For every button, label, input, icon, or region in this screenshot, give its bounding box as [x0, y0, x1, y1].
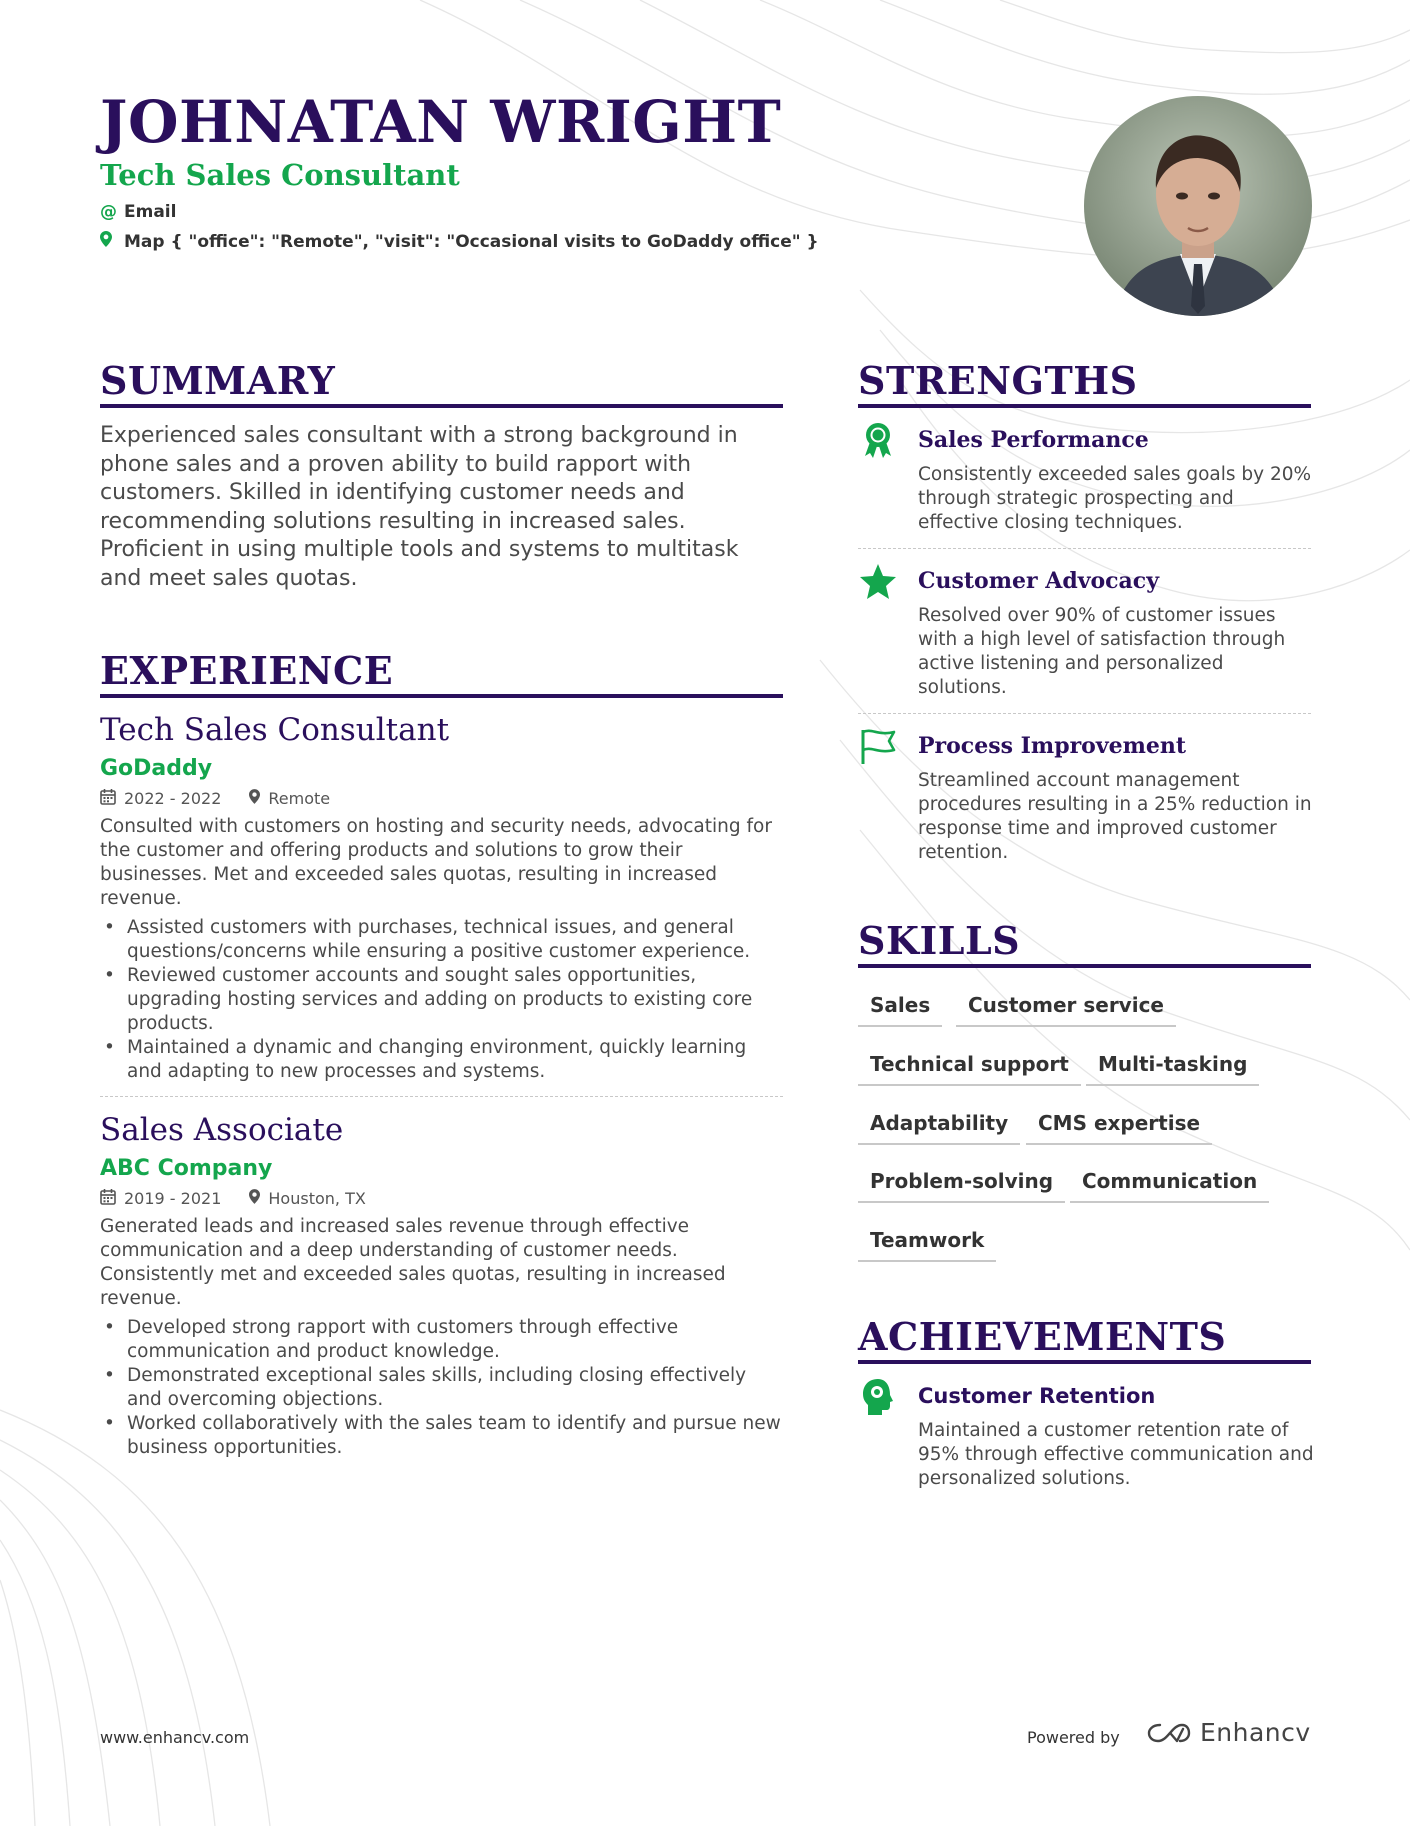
map-pin-icon	[249, 789, 260, 808]
job-title: Sales Associate	[100, 1112, 344, 1148]
skill-tag: CMS expertise	[1026, 1111, 1212, 1145]
job-company[interactable]: ABC Company	[100, 1156, 273, 1181]
strength-separator	[858, 548, 1311, 549]
contact-email[interactable]	[100, 202, 176, 222]
job-description: Consulted with customers on hosting and security needs, advocating for the customer and offering products and solutions to grow their businesses. Met and exceeded sales quotas, resulting in increased revenue.	[100, 816, 772, 909]
list-item: • Demonstrated exceptional sales skills, including closing effectively and overcoming objections.	[100, 1364, 785, 1412]
list-item: • Maintained a dynamic and changing environment, quickly learning and adapting to new processes and systems.	[100, 1036, 785, 1084]
strength-title: Process Improvement	[918, 733, 1187, 759]
job-dates: 2019 - 2021	[124, 1189, 222, 1208]
job-location: Remote	[268, 789, 331, 808]
strength-separator	[858, 713, 1311, 714]
achievement-title: Customer Retention	[918, 1384, 1156, 1408]
footer-website-link[interactable]: www.enhancv.com	[100, 1728, 250, 1747]
footer-powered-by: Powered by	[1027, 1728, 1120, 1747]
skills-divider	[858, 964, 1311, 968]
summary-text: Experienced sales consultant with a strong background in phone sales and a proven ability to build rapport with customers. Skilled in identifying customer needs and recommending solutions resulting in increased sales. Proficient in using multiple tools and systems to multitask and meet sales quotas.	[100, 423, 739, 591]
skill-tag: Customer service	[956, 993, 1176, 1027]
skill-tag: Sales	[858, 993, 942, 1027]
map-pin-icon	[100, 231, 124, 252]
summary-section-title: SUMMARY	[100, 358, 336, 403]
contact-location-label: Map { "office": "Remote", "visit": "Occasional visits to GoDaddy office" }	[124, 231, 819, 252]
strength-description: Consistently exceeded sales goals by 20% through strategic prospecting and effective closing techniques.	[918, 464, 1312, 533]
contact-email-label: Email	[124, 202, 177, 222]
flag-icon	[858, 726, 898, 766]
skill-tag: Multi-tasking	[1086, 1052, 1259, 1086]
list-item: • Worked collaboratively with the sales team to identify and pursue new business opportunities.	[100, 1412, 785, 1460]
achievements-section-title: ACHIEVEMENTS	[858, 1314, 1227, 1359]
job-title: Tech Sales Consultant	[100, 712, 450, 748]
job-location: Houston, TX	[268, 1189, 366, 1208]
achievement-description: Maintained a customer retention rate of 95% through effective communication and personalized solutions.	[918, 1420, 1314, 1489]
strengths-section-title: STRENGTHS	[858, 358, 1138, 403]
enhancv-logo-text: Enhancv	[1200, 1718, 1311, 1747]
star-icon	[858, 562, 898, 602]
job-company[interactable]: GoDaddy	[100, 756, 213, 781]
enhancv-logo-icon	[1146, 1721, 1192, 1745]
skill-tag: Communication	[1070, 1169, 1269, 1203]
skill-tag: Teamwork	[858, 1228, 996, 1262]
job-meta	[100, 788, 330, 809]
strengths-divider	[858, 404, 1311, 408]
strength-title: Customer Advocacy	[918, 568, 1159, 594]
job-meta	[100, 1188, 366, 1209]
contact-location	[100, 231, 819, 252]
strength-title: Sales Performance	[918, 427, 1149, 453]
head-idea-icon	[858, 1377, 898, 1417]
candidate-headline: Tech Sales Consultant	[100, 158, 460, 192]
job-separator	[100, 1096, 783, 1097]
job-bullets	[100, 916, 785, 1084]
calendar-icon	[100, 1188, 116, 1209]
profile-photo	[1084, 96, 1312, 316]
award-ribbon-icon	[858, 420, 898, 460]
enhancv-logo[interactable]	[1146, 1718, 1311, 1747]
strength-description: Resolved over 90% of customer issues with a high level of satisfaction through active listening and personalized solutions.	[918, 605, 1286, 698]
experience-section-title: EXPERIENCE	[100, 648, 394, 693]
job-dates: 2022 - 2022	[124, 789, 222, 808]
skill-tag: Technical support	[858, 1052, 1081, 1086]
job-description: Generated leads and increased sales revenue through effective communication and a deep understanding of customer needs. Consistently met and exceeded sales quotas, resulting in increased revenue.	[100, 1216, 726, 1309]
strength-description: Streamlined account management procedures resulting in a 25% reduction in response time and improved customer retention.	[918, 770, 1312, 863]
job-bullets	[100, 1316, 785, 1460]
summary-divider	[100, 404, 783, 408]
achievements-divider	[858, 1360, 1311, 1364]
experience-divider	[100, 694, 783, 698]
skills-section-title: SKILLS	[858, 918, 1021, 963]
calendar-icon	[100, 788, 116, 809]
list-item: • Assisted customers with purchases, technical issues, and general questions/concerns while ensuring a positive customer experience.	[100, 916, 785, 964]
list-item: • Developed strong rapport with customers through effective communication and product knowledge.	[100, 1316, 785, 1364]
map-pin-icon	[249, 1189, 260, 1208]
skill-tag: Problem-solving	[858, 1169, 1065, 1203]
at-sign-icon: @	[100, 202, 117, 222]
list-item: • Reviewed customer accounts and sought sales opportunities, upgrading hosting services and adding on products to existing core products.	[100, 964, 785, 1036]
skill-tag: Adaptability	[858, 1111, 1020, 1145]
candidate-name: JOHNATAN WRIGHT	[100, 88, 782, 156]
